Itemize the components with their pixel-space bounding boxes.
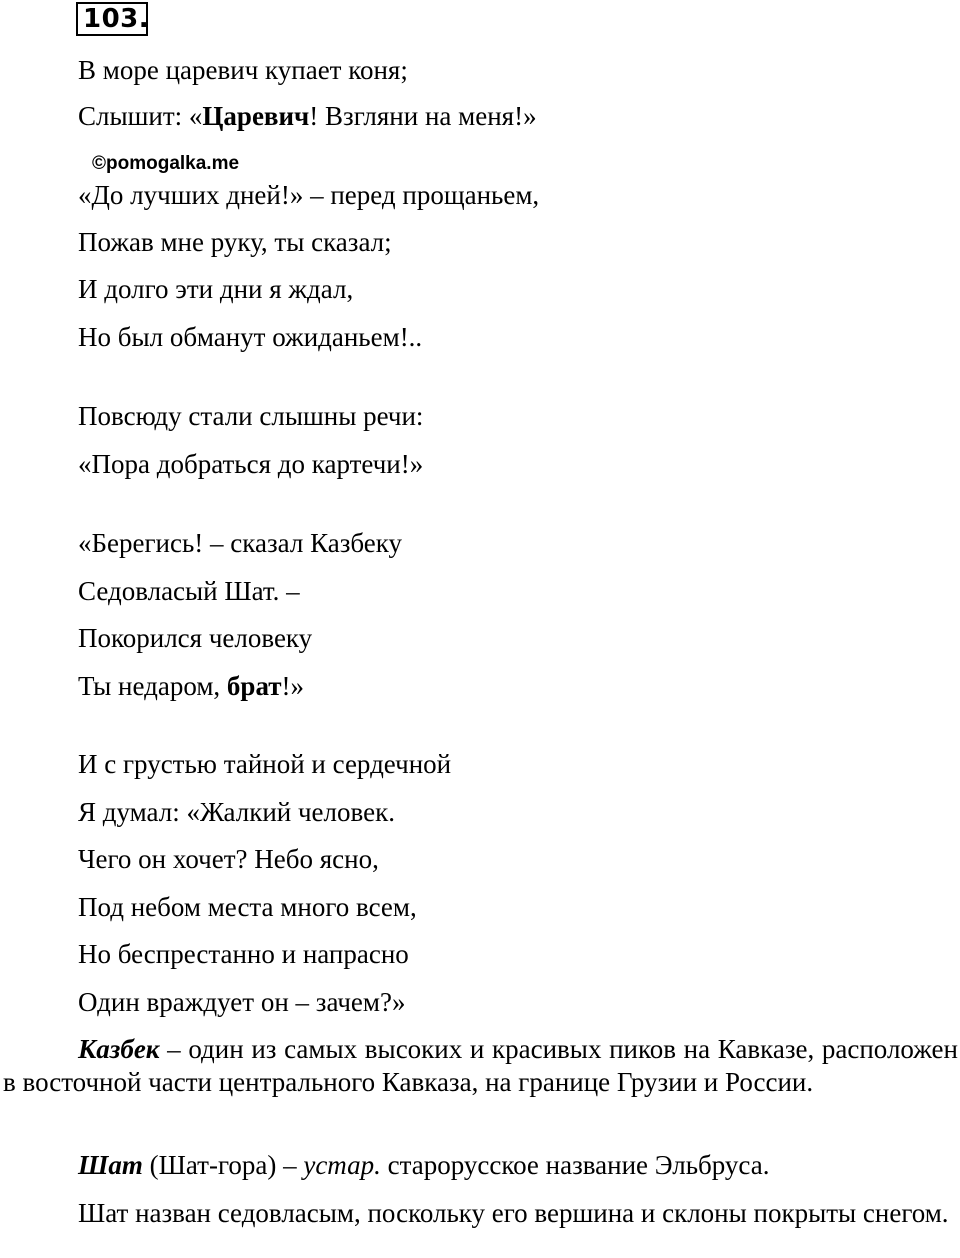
poem-line: Один враждует он – зачем?» <box>78 987 406 1017</box>
watermark: ©pomogalka.me <box>92 153 240 174</box>
poem-line: Слышит: «Царевич! Взгляни на меня!» <box>78 101 537 131</box>
poem-line: «До лучших дней!» – перед прощаньем, <box>78 180 540 210</box>
poem-line: Я думал: «Жалкий человек. <box>78 797 395 827</box>
bold-word: брат <box>226 671 282 701</box>
poem-line: И с грустью тайной и сердечной <box>78 749 452 779</box>
bold-word: Царевич <box>202 101 310 131</box>
term: Казбек <box>78 1034 160 1064</box>
poem-line: Повсюду стали слышны речи: <box>78 401 424 431</box>
poem-line: Но беспрестанно и напрасно <box>78 939 409 969</box>
poem-line: Покорился человеку <box>78 623 313 653</box>
poem-line: В море царевич купает коня; <box>78 55 408 85</box>
poem-line: Но был обманут ожиданьем!.. <box>78 322 423 352</box>
poem-line: Пожав мне руку, ты сказал; <box>78 227 392 257</box>
poem-line: И долго эти дни я ждал, <box>78 274 354 304</box>
note-final: Шат назван седовласым, поскольку его вершина и склоны покрыты снегом. <box>78 1198 949 1228</box>
abbrev: устар. <box>303 1150 381 1180</box>
poem-line: Чего он хочет? Небо ясно, <box>78 844 379 874</box>
note-shat: Шат (Шат-гора) – устар. старорусское название Эльбруса. <box>78 1150 770 1180</box>
poem-line: «Берегись! – сказал Казбеку <box>78 528 402 558</box>
task-number: 103. <box>76 2 148 36</box>
poem-line: «Пора добраться до картечи!» <box>78 449 424 479</box>
note-kazbek: Казбек – один из самых высоких и красивых пиков на Кавказе, расположен в восточной части центрального Кавказа, на границе Грузии и России. <box>3 1034 958 1097</box>
term: Шат <box>78 1150 143 1180</box>
poem-line: Под небом места много всем, <box>78 892 417 922</box>
poem-line: Ты недаром, брат!» <box>78 671 305 701</box>
poem-line: Седовласый Шат. – <box>78 576 300 606</box>
